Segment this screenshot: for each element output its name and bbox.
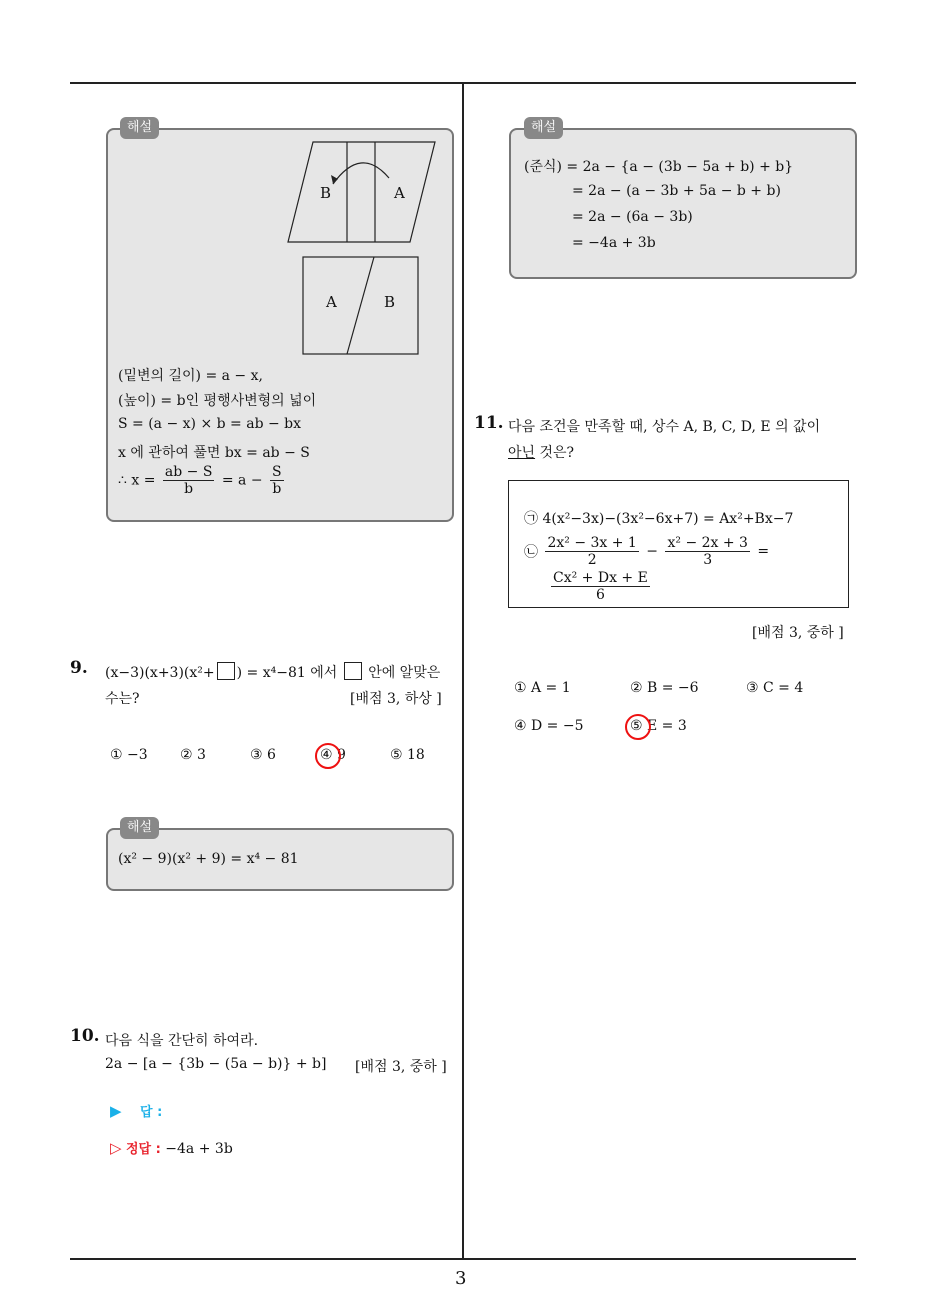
question-number-10: 10. — [70, 1026, 100, 1046]
rectangle-diagonal — [347, 257, 374, 354]
selected-answer-mark — [625, 714, 651, 740]
condition-2-equals: = — [757, 543, 770, 560]
figure-label-b-bottom: B — [384, 293, 396, 311]
condition-marker-1: ㉠ — [524, 511, 538, 527]
condition-1-text: 4(x²−3x)−(3x²−6x+7) = Ax²+Bx−7 — [542, 511, 794, 527]
q9-choice-5[interactable]: ⑤ 18 — [390, 747, 425, 763]
column-divider — [462, 82, 464, 1258]
sol10-line-3: = 2a − (6a − 3b) — [572, 209, 693, 225]
q11-choice-1[interactable]: ① A = 1 — [514, 680, 571, 696]
question-number-11: 11. — [474, 413, 504, 433]
q11-choice-4[interactable]: ④ D = −5 — [514, 718, 584, 734]
fraction-numerator: 2x² − 3x + 1 — [547, 535, 637, 551]
parallelogram-figure — [285, 140, 440, 250]
q11-condition-1 — [524, 508, 793, 528]
q10-answer-row[interactable] — [110, 1101, 162, 1120]
rectangle-figure — [302, 256, 420, 356]
fraction — [551, 570, 650, 603]
q9-text-part1: (x−3)(x+3)(x²+ — [105, 665, 215, 681]
q10-text: 다음 식을 간단히 하여라. — [105, 1033, 259, 1049]
parallelogram-shape — [288, 142, 435, 242]
correct-label: 정답 : — [126, 1142, 161, 1157]
fraction — [270, 464, 284, 497]
fraction-numerator: Cx² + Dx + E — [553, 570, 648, 586]
q10-score: [배점 3, 중하 ] — [355, 1059, 447, 1075]
q9-text-part3: 안에 알맞은 — [368, 665, 441, 681]
q9-text-part2: ) = x⁴−81 에서 — [236, 665, 338, 681]
condition-marker-2: ㉡ — [524, 544, 538, 561]
correct-arrow-icon: ▷ — [110, 1139, 122, 1157]
fraction-numerator: x² − 2x + 3 — [667, 535, 748, 551]
q9-choice-2[interactable]: ② 3 — [180, 747, 206, 763]
fraction-denominator: 6 — [595, 587, 605, 603]
blank-box — [344, 662, 362, 680]
sol8-line-4: x 에 관하여 풀면 bx = ab − S — [118, 445, 310, 461]
solution-tag: 해설 — [120, 817, 159, 839]
fraction-denominator: b — [184, 481, 194, 497]
blank-box — [217, 662, 235, 680]
q9-choice-1[interactable]: ① −3 — [110, 747, 148, 763]
fraction — [545, 535, 638, 568]
q11-choice-2[interactable]: ② B = −6 — [630, 680, 699, 696]
solution-box-q10 — [509, 128, 857, 279]
fraction — [163, 464, 215, 497]
sol10-line-4: = −4a + 3b — [572, 235, 656, 251]
q11-text-line-1: 다음 조건을 만족할 때, 상수 A, B, C, D, E 의 값이 — [508, 419, 821, 435]
sol8-line-3: S = (a − x) × b = ab − bx — [118, 416, 302, 432]
sol8-final-mid: = a − — [221, 472, 263, 489]
q9-choice-3[interactable]: ③ 6 — [250, 747, 276, 763]
fraction-denominator: 3 — [703, 552, 713, 568]
q11-text-rest: 것은? — [535, 445, 575, 461]
figure-label-a-top: A — [394, 184, 405, 202]
fraction — [665, 535, 749, 568]
sol10-line-2: = 2a − (a − 3b + 5a − b + b) — [572, 183, 781, 199]
q9-text-line-2: 수는? — [105, 691, 140, 707]
correct-value: −4a + 3b — [165, 1141, 233, 1157]
question-number-9: 9. — [70, 658, 88, 678]
q9-text-line-1 — [105, 662, 440, 682]
q10-expression: 2a − [a − {3b − (5a − b)} + b] — [105, 1056, 327, 1072]
fraction-numerator: S — [272, 464, 282, 480]
q9-score: [배점 3, 하상 ] — [350, 691, 442, 707]
q9-solution-line: (x² − 9)(x² + 9) = x⁴ − 81 — [118, 851, 299, 867]
sol8-final-prefix: ∴ x = — [118, 472, 156, 489]
sol8-line-2: (높이) = b인 평행사변형의 넓이 — [118, 393, 317, 409]
q11-choice-5[interactable]: ⑤ E = 3 — [630, 718, 687, 734]
sol10-line-1: (준식) = 2a − {a − (3b − 5a + b) + b} — [524, 159, 794, 175]
selected-answer-mark — [315, 743, 341, 769]
figure-label-b-top: B — [320, 184, 332, 202]
q11-underlined-word: 아닌 — [508, 445, 536, 461]
q11-condition-2 — [524, 535, 769, 568]
q11-score: [배점 3, 중하 ] — [752, 625, 844, 641]
page-number: 3 — [455, 1268, 467, 1289]
q11-choice-3[interactable]: ③ C = 4 — [746, 680, 804, 696]
fraction-numerator: ab − S — [164, 464, 213, 480]
fraction-denominator: 2 — [587, 552, 597, 568]
q11-text-line-2 — [508, 442, 574, 462]
fraction-denominator: b — [272, 481, 282, 497]
bottom-rule — [70, 1258, 856, 1260]
figure-label-a-bottom: A — [326, 293, 337, 311]
q10-correct-row — [110, 1138, 233, 1157]
solution-tag: 해설 — [120, 117, 159, 139]
sol8-line-1: (밑변의 길이) = a − x, — [118, 368, 263, 384]
solution-tag: 해설 — [524, 117, 563, 139]
q11-condition-2-rhs — [548, 570, 653, 603]
condition-2-minus: − — [646, 543, 659, 560]
sol8-final — [118, 464, 287, 497]
move-arrow — [333, 163, 389, 184]
answer-label: 답 : — [140, 1105, 163, 1120]
q9-choice-4[interactable]: ④ 9 — [320, 747, 346, 763]
answer-arrow-icon: ▶ — [110, 1102, 122, 1120]
